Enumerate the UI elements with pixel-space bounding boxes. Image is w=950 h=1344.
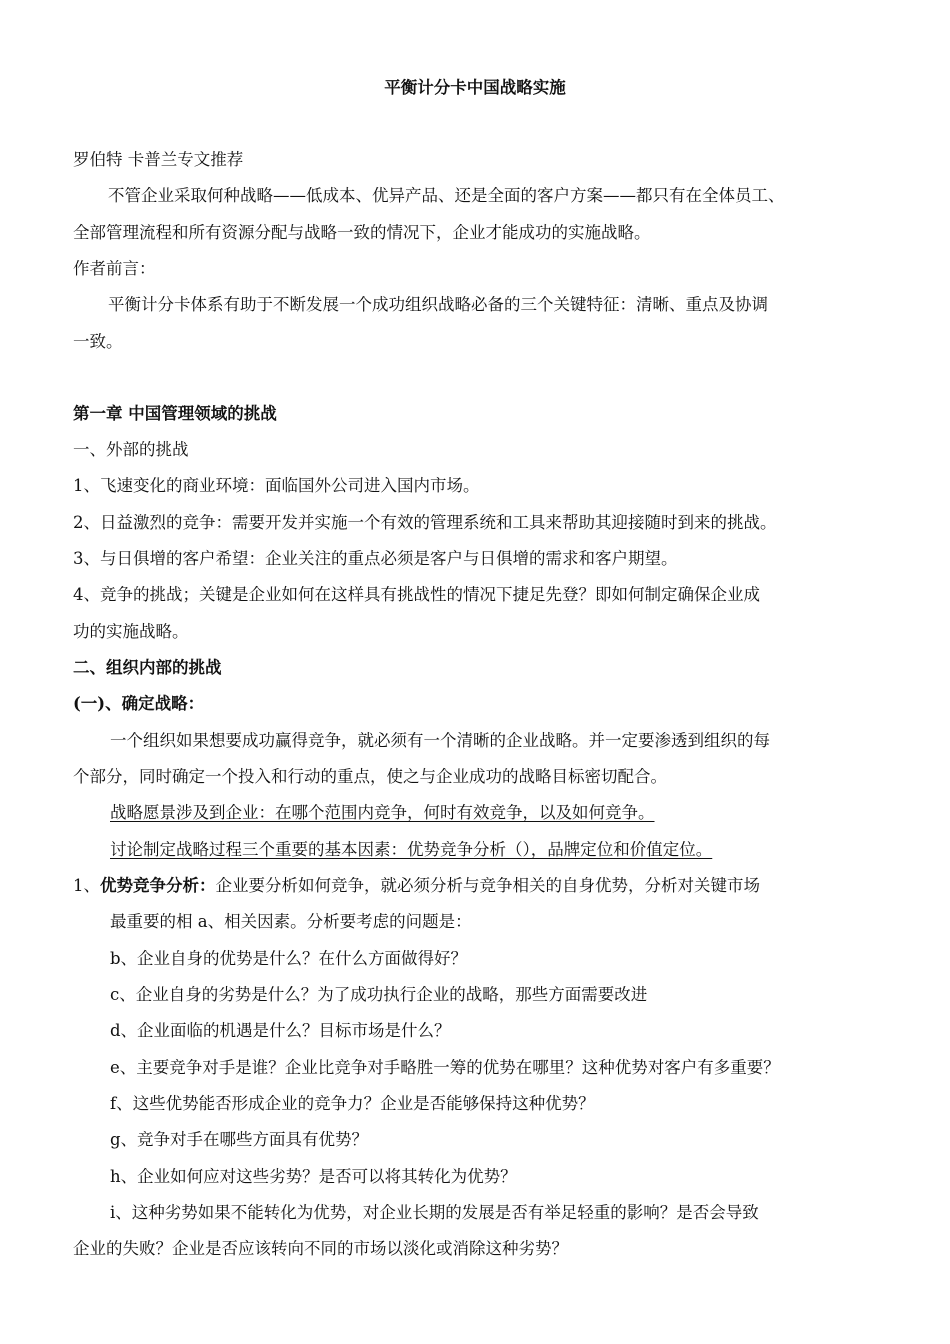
list-item-4: 4、竞争的挑战；关键是企业如何在这样具有挑战性的情况下捷足先登？即如何制定确保企业成 xyxy=(73,585,760,604)
question-f: f、这些优势能否形成企业的竞争力？企业是否能够保持这种优势？ xyxy=(110,1094,595,1113)
question-i-cont: 企业的失败？企业是否应该转向不同的市场以淡化或消除这种劣势？ xyxy=(73,1239,568,1258)
question-b: b、企业自身的优势是什么？在什么方面做得好？ xyxy=(110,949,468,968)
document-title: 平衡计分卡中国战略实施 xyxy=(384,78,566,97)
list-item-1: 1、飞速变化的商业环境：面临国外公司进入国内市场。 xyxy=(73,476,480,495)
list-item-2: 2、日益激烈的竞争：需要开发并实施一个有效的管理系统和工具来帮助其迎接随时到来的挑战。 xyxy=(73,513,777,532)
strategy-para-2: 个部分，同时确定一个投入和行动的重点，使之与企业成功的战略目标密切配合。 xyxy=(73,767,667,786)
author-line: 罗伯特 卡普兰专文推荐 xyxy=(73,150,244,169)
intro-line-2: 全部管理流程和所有资源分配与战略一致的情况下，企业才能成功的实施战略。 xyxy=(73,223,651,242)
analysis-label: 优势竞争分析： xyxy=(100,876,216,895)
analysis-text-cont: 最重要的相 a、相关因素。分析要考虑的问题是： xyxy=(110,912,472,931)
analysis-text: 企业要分析如何竞争，就必须分析与竞争相关的自身优势，分析对关键市场 xyxy=(215,876,760,895)
question-h: h、企业如何应对这些劣势？是否可以将其转化为优势？ xyxy=(110,1167,517,1186)
question-i: i、这种劣势如果不能转化为优势，对企业长期的发展是否有举足轻重的影响？是否会导致 xyxy=(110,1203,759,1222)
question-e: e、主要竞争对手是谁？企业比竞争对手略胜一筹的优势在哪里？这种优势对客户有多重要？ xyxy=(110,1058,780,1077)
question-d: d、企业面临的机遇是什么？目标市场是什么？ xyxy=(110,1021,451,1040)
intro-line-1: 不管企业采取何种战略——低成本、优异产品、还是全面的客户方案——都只有在全体员工、 xyxy=(108,186,785,205)
analysis-number: 1、 xyxy=(73,876,100,895)
question-g: g、竞争对手在哪些方面具有优势？ xyxy=(110,1130,369,1149)
subsection-strategy: (一)、确定战略： xyxy=(73,694,205,713)
section-external: 一、外部的挑战 xyxy=(73,440,189,459)
analysis-heading xyxy=(73,874,890,898)
list-item-4-cont: 功的实施战略。 xyxy=(73,622,189,641)
chapter-title: 第一章 中国管理领域的挑战 xyxy=(73,404,277,423)
underlined-vision: 战略愿景涉及到企业：在哪个范围内竞争，何时有效竞争，以及如何竞争。 xyxy=(110,803,655,822)
preface-label: 作者前言： xyxy=(73,259,156,278)
strategy-para-1: 一个组织如果想要成功赢得竞争，就必须有一个清晰的企业战略。并一定要渗透到组织的每 xyxy=(110,731,770,750)
preface-line-2: 一致。 xyxy=(73,332,123,351)
underlined-factors: 讨论制定战略过程三个重要的基本因素：优势竞争分析（），品牌定位和价值定位。 xyxy=(110,840,713,859)
list-item-3: 3、与日俱增的客户希望：企业关注的重点必须是客户与日俱增的需求和客户期望。 xyxy=(73,549,678,568)
section-internal: 二、组织内部的挑战 xyxy=(73,658,222,677)
question-c: c、企业自身的劣势是什么？为了成功执行企业的战略，那些方面需要改进 xyxy=(110,985,648,1004)
preface-line-1: 平衡计分卡体系有助于不断发展一个成功组织战略必备的三个关键特征：清晰、重点及协调 xyxy=(108,295,768,314)
